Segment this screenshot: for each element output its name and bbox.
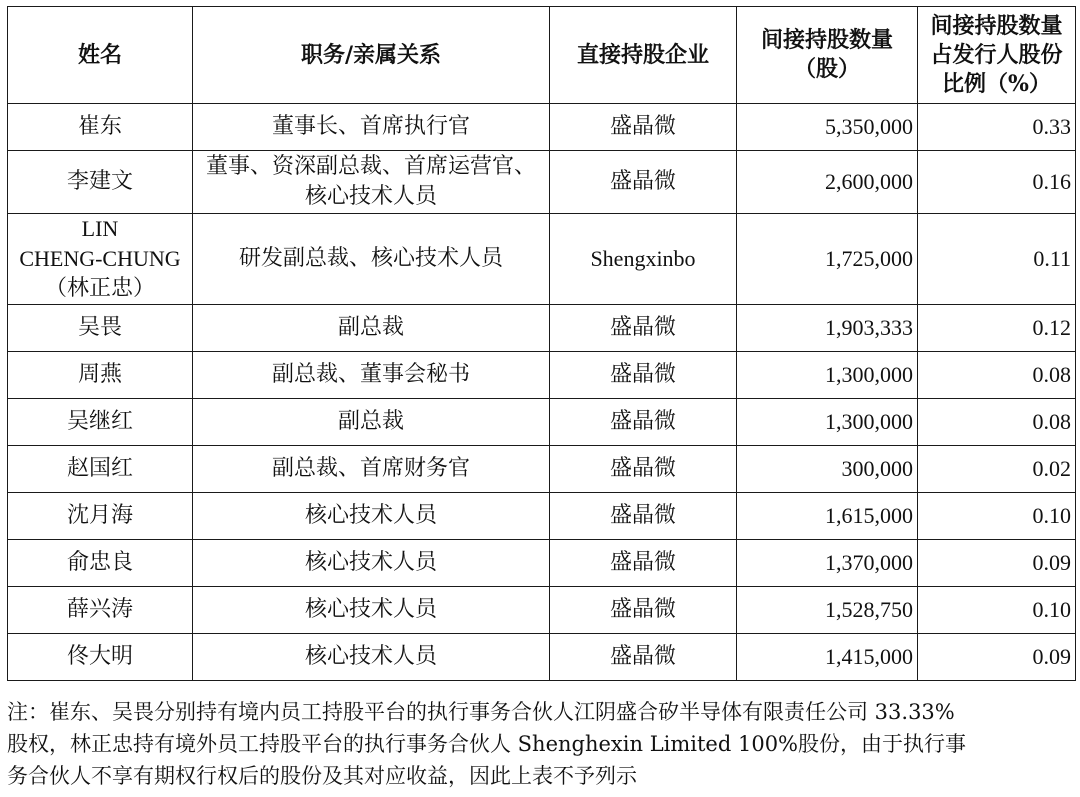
table-row bbox=[8, 352, 1076, 399]
cell-ratio: 0.12 bbox=[918, 305, 1076, 352]
header-ratio-line1: 间接持股数量 bbox=[930, 12, 1063, 39]
cell-title: 研发副总裁、核心技术人员 bbox=[193, 214, 550, 305]
cell-company: 盛晶微 bbox=[550, 634, 737, 681]
header-shares-line1: 间接持股数量 bbox=[760, 27, 893, 53]
cell-ratio: 0.08 bbox=[918, 399, 1076, 446]
cell-ratio: 0.33 bbox=[918, 104, 1076, 151]
cell-company: 盛晶微 bbox=[550, 151, 737, 214]
cell-name: 沈月海 bbox=[8, 493, 193, 540]
cell-name-line1: LIN bbox=[81, 216, 119, 241]
cell-title: 核心技术人员 bbox=[193, 493, 550, 540]
cell-shares: 300,000 bbox=[737, 446, 918, 493]
cell-ratio: 0.09 bbox=[918, 634, 1076, 681]
table-row bbox=[8, 305, 1076, 352]
cell-title: 副总裁、董事会秘书 bbox=[193, 352, 550, 399]
cell-title-line1: 董事、资深副总裁、首席运营官、 bbox=[205, 154, 536, 179]
cell-name: 崔东 bbox=[8, 104, 193, 151]
table-row bbox=[8, 104, 1076, 151]
table-header-row bbox=[8, 7, 1076, 104]
footnote-line1: 注：崔东、吴畏分别持有境内员工持股平台的执行事务合伙人江阴盛合矽半导体有限责任公司 33.33% bbox=[7, 700, 955, 724]
header-ratio-line2: 占发行人股份 bbox=[930, 41, 1063, 68]
cell-title: 副总裁 bbox=[193, 305, 550, 352]
cell-name: 吴畏 bbox=[8, 305, 193, 352]
header-title: 职务/亲属关系 bbox=[193, 7, 550, 104]
cell-shares: 1,415,000 bbox=[737, 634, 918, 681]
cell-company: 盛晶微 bbox=[550, 399, 737, 446]
cell-company: 盛晶微 bbox=[550, 446, 737, 493]
cell-company: Shengxinbo bbox=[550, 214, 737, 305]
cell-title: 副总裁、首席财务官 bbox=[193, 446, 550, 493]
cell-name: 赵国红 bbox=[8, 446, 193, 493]
cell-shares: 2,600,000 bbox=[737, 151, 918, 214]
header-company: 直接持股企业 bbox=[550, 7, 737, 104]
cell-name: 吴继红 bbox=[8, 399, 193, 446]
header-shares-line2: （股） bbox=[793, 56, 860, 82]
header-ratio-line3: 比例（%） bbox=[942, 70, 1051, 97]
cell-name-line2: CHENG-CHUNG bbox=[19, 246, 181, 271]
cell-title: 核心技术人员 bbox=[193, 540, 550, 587]
cell-name: 薛兴涛 bbox=[8, 587, 193, 634]
cell-ratio: 0.10 bbox=[918, 493, 1076, 540]
header-ratio bbox=[918, 7, 1076, 104]
table-row bbox=[8, 634, 1076, 681]
table-row bbox=[8, 214, 1076, 305]
cell-company: 盛晶微 bbox=[550, 305, 737, 352]
cell-company: 盛晶微 bbox=[550, 104, 737, 151]
cell-name bbox=[8, 214, 193, 305]
cell-name: 李建文 bbox=[8, 151, 193, 214]
cell-shares: 5,350,000 bbox=[737, 104, 918, 151]
cell-name: 俞忠良 bbox=[8, 540, 193, 587]
table-row bbox=[8, 540, 1076, 587]
cell-shares: 1,528,750 bbox=[737, 587, 918, 634]
cell-ratio: 0.02 bbox=[918, 446, 1076, 493]
table-row bbox=[8, 587, 1076, 634]
table-footnote bbox=[7, 696, 1080, 792]
table-row bbox=[8, 493, 1076, 540]
cell-company: 盛晶微 bbox=[550, 587, 737, 634]
cell-name: 佟大明 bbox=[8, 634, 193, 681]
cell-ratio: 0.08 bbox=[918, 352, 1076, 399]
cell-shares: 1,615,000 bbox=[737, 493, 918, 540]
table-row bbox=[8, 446, 1076, 493]
cell-ratio: 0.11 bbox=[918, 214, 1076, 305]
cell-shares: 1,903,333 bbox=[737, 305, 918, 352]
cell-shares: 1,300,000 bbox=[737, 399, 918, 446]
cell-title bbox=[193, 151, 550, 214]
cell-name: 周燕 bbox=[8, 352, 193, 399]
table-row bbox=[8, 399, 1076, 446]
footnote-line2: 股权，林正忠持有境外员工持股平台的执行事务合伙人 Shenghexin Limited 100%股份，由于执行事 bbox=[7, 732, 967, 756]
cell-name-line3: （林正忠） bbox=[44, 276, 155, 301]
cell-title: 核心技术人员 bbox=[193, 587, 550, 634]
cell-company: 盛晶微 bbox=[550, 352, 737, 399]
cell-shares: 1,300,000 bbox=[737, 352, 918, 399]
cell-title: 董事长、首席执行官 bbox=[193, 104, 550, 151]
header-shares bbox=[737, 7, 918, 104]
cell-title: 副总裁 bbox=[193, 399, 550, 446]
cell-title: 核心技术人员 bbox=[193, 634, 550, 681]
table-row bbox=[8, 151, 1076, 214]
indirect-holdings-table bbox=[7, 6, 1076, 681]
cell-shares: 1,370,000 bbox=[737, 540, 918, 587]
cell-ratio: 0.10 bbox=[918, 587, 1076, 634]
cell-company: 盛晶微 bbox=[550, 540, 737, 587]
cell-ratio: 0.16 bbox=[918, 151, 1076, 214]
footnote-line3: 务合伙人不享有期权行权后的股份及其对应收益，因此上表不予列示 bbox=[7, 764, 637, 788]
cell-title-line2: 核心技术人员 bbox=[304, 184, 437, 209]
cell-company: 盛晶微 bbox=[550, 493, 737, 540]
cell-shares: 1,725,000 bbox=[737, 214, 918, 305]
header-name: 姓名 bbox=[8, 7, 193, 104]
cell-ratio: 0.09 bbox=[918, 540, 1076, 587]
